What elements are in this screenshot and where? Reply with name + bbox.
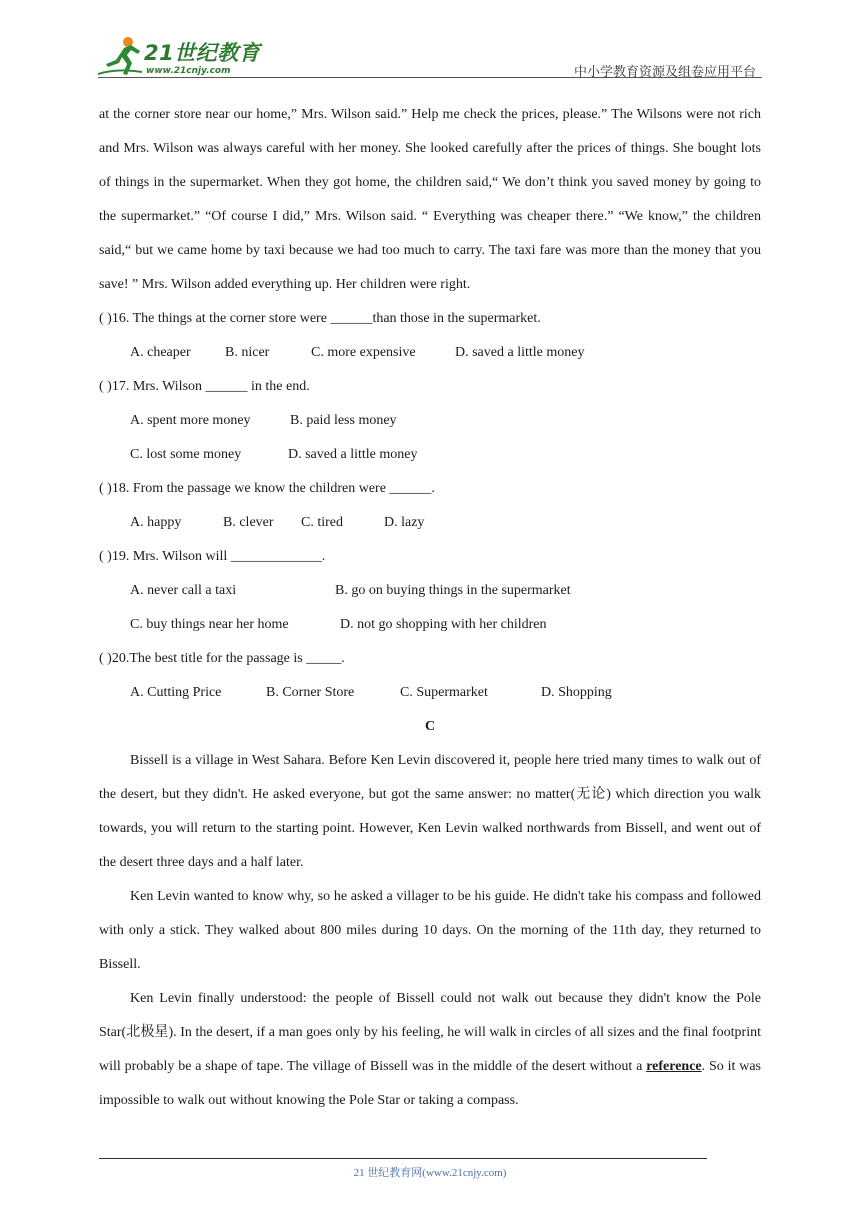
question-stem: ( )19. Mrs. Wilson will _____________. [99, 549, 326, 564]
options-row [99, 676, 761, 710]
options-row [99, 574, 761, 608]
logo-text: 21世纪教育 [144, 41, 261, 65]
footer-divider [99, 1158, 707, 1159]
passage-c-paragraph-2: Ken Levin wanted to know why, so he asked a villager to be his guide. He didn't take his compass and followed with only a stick. They walked about 800 miles during 10 days. On the morning of the 11th day, they returned to Bissell. [99, 889, 761, 972]
option-a: A. cheaper [130, 345, 191, 360]
site-logo [98, 34, 268, 78]
logo-url: www.21cnjy.com [146, 66, 231, 76]
options-row [99, 608, 761, 642]
header-platform-name: 中小学教育资源及组卷应用平台 [573, 64, 756, 79]
header-divider [98, 77, 762, 78]
option-b: B. go on buying things in the supermarket [335, 583, 571, 598]
question-stem: ( )18. From the passage we know the children were ______. [99, 481, 435, 496]
option-a: A. happy [130, 515, 182, 530]
question-20 [99, 642, 761, 710]
paragraph-text: . So it was impossible to walk out without knowing the Pole Star or taking a compass. [99, 1059, 761, 1108]
option-d: D. Shopping [541, 685, 612, 700]
option-c: C. buy things near her home [130, 617, 289, 632]
passage-c-paragraph-1: Bissell is a village in West Sahara. Before Ken Levin discovered it, people here tried many times to walk out of the desert, but they didn't. He asked everyone, but got the same answer: no matter(无论) which direction you walk towards, you will return to the starting point. However, Ken Levin walked northwards from Bissell, and went out of the desert three days and a half later. [99, 753, 761, 870]
question-stem: ( )16. The things at the corner store were ______than those in the supermarket. [99, 311, 541, 326]
question-19 [99, 540, 761, 642]
question-stem: ( )17. Mrs. Wilson ______ in the end. [99, 379, 310, 394]
question-18 [99, 472, 761, 540]
runner-logo-icon [98, 34, 146, 78]
options-row [99, 404, 761, 438]
option-d: D. saved a little money [288, 447, 418, 462]
option-c: C. tired [301, 515, 343, 530]
question-16 [99, 302, 761, 370]
page-footer: 21 世纪教育网(www.21cnjy.com) [353, 1167, 507, 1179]
options-row [99, 506, 761, 540]
option-b: B. clever [223, 515, 274, 530]
option-a: A. Cutting Price [130, 685, 222, 700]
option-d: D. saved a little money [455, 345, 585, 360]
question-stem: ( )20.The best title for the passage is _____. [99, 651, 345, 666]
option-b: B. Corner Store [266, 685, 355, 700]
passage-b-text: at the corner store near our home,” Mrs. Wilson said.” Help me check the prices, please.” The Wilsons were not rich and Mrs. Wilson was always careful with her money. She looked carefully after the prices of things. She bought lots of things in the supermarket. When they got home, the children said,“ We don’t think you saved money by going to the supermarket.” “Of course I did,” Mrs. Wilson said. “ Everything was cheaper there.” “We know,” the children said,“ but we came home by taxi because we had too much to carry. The taxi fare was more than the money that you save! ” Mrs. Wilson added everything up. Her children were right. [99, 107, 761, 292]
option-c: C. Supermarket [400, 685, 488, 700]
keyword-reference: reference [646, 1059, 702, 1074]
option-b: B. nicer [225, 345, 270, 360]
option-a: A. never call a taxi [130, 583, 237, 598]
passage-c-paragraph-3 [99, 982, 761, 1118]
options-row [99, 438, 761, 472]
document-body [99, 98, 761, 1118]
page-header [98, 30, 762, 80]
section-heading: C [424, 719, 436, 734]
option-c: C. lost some money [130, 447, 242, 462]
option-a: A. spent more money [130, 413, 251, 428]
paragraph-text: Ken Levin finally understood: the people of Bissell could not walk out because they didn't know the Pole Star(北极星). In the desert, if a man goes only by his feeling, he will walk in circles of all sizes and the final footprint will probably be a shape of tape. The village of Bissell was in the middle of the desert without a [99, 991, 761, 1074]
option-c: C. more expensive [311, 345, 416, 360]
options-row [99, 336, 761, 370]
option-d: D. lazy [384, 515, 425, 530]
question-17 [99, 370, 761, 472]
option-d: D. not go shopping with her children [340, 617, 547, 632]
option-b: B. paid less money [290, 413, 397, 428]
